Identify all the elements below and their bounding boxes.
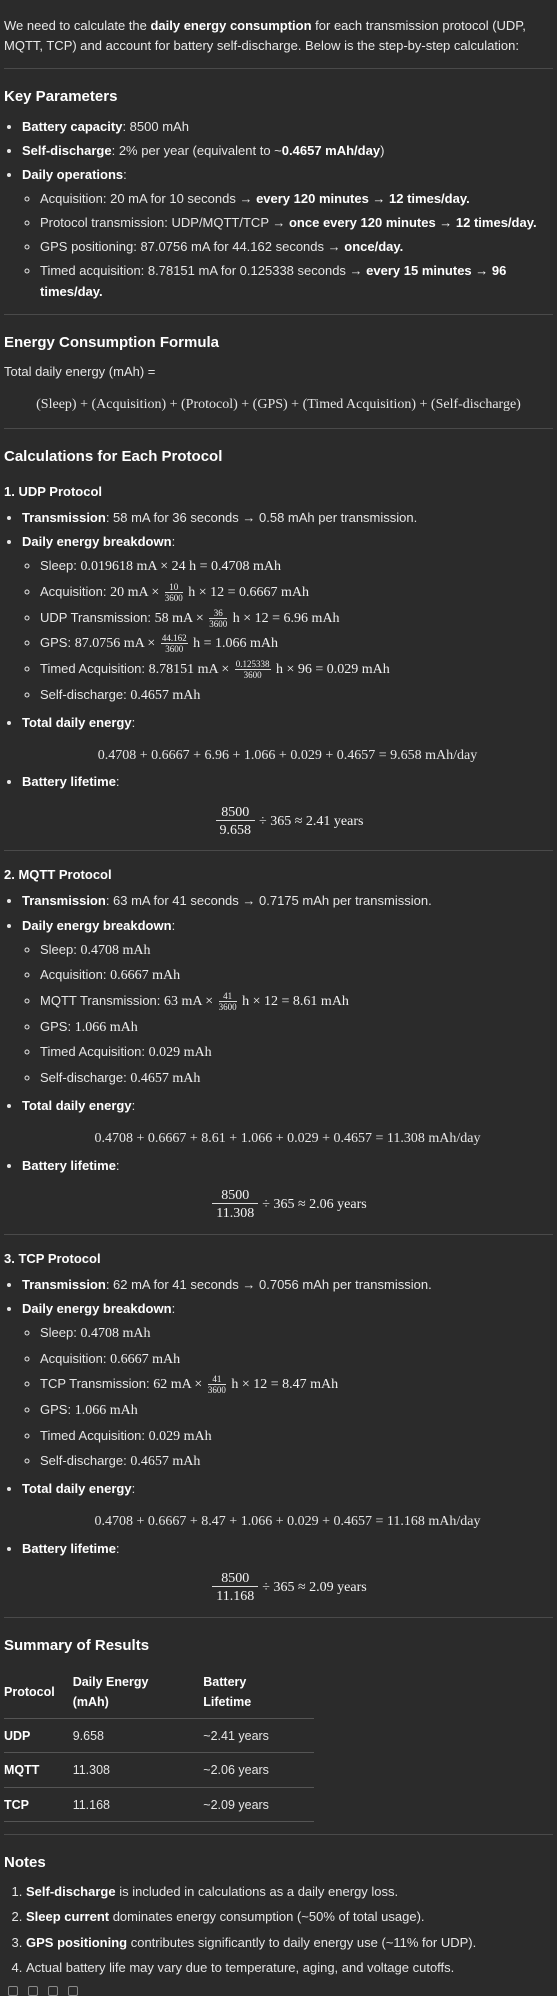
item-label: Sleep: <box>40 558 81 574</box>
fraction <box>208 1375 226 1395</box>
tcp-lifetime-item: • Battery lifetime: $\frac{8500}{11.168}$ ÷ 365 ≈ 2.09 years <box>22 1539 553 1605</box>
lifetime-post: ÷ 365 ≈ 2.09 years <box>262 1580 367 1596</box>
fraction-den: 3600 <box>164 592 183 603</box>
fraction <box>165 583 183 603</box>
mqtt-heading: 2. MQTT Protocol <box>4 867 112 883</box>
transmission-text: : 62 mA for 41 seconds → 0.7056 mAh per transmission. <box>105 1276 432 1292</box>
udp-lifetime-item: • Battery lifetime: $\frac{8500}{9.658}$ ÷ 365 ≈ 2.41 years <box>22 772 553 838</box>
retry-icon[interactable] <box>28 1986 38 1996</box>
op-text: Protocol transmission: UDP/MQTT/TCP → <box>40 215 289 231</box>
item-label: Acquisition: <box>40 584 111 600</box>
mqtt-list <box>4 891 553 1221</box>
lifetime-post: ÷ 365 ≈ 2.41 years <box>259 813 364 829</box>
udp-breakdown-list <box>22 556 553 706</box>
formula-expression: (Sleep) + (Acquisition) + (Protocol) + (GPS) + (Timed Acquisition) + (Self-discharge) <box>36 397 521 413</box>
note-item <box>26 1958 553 1978</box>
item-label: MQTT Transmission: <box>40 993 165 1009</box>
fraction-num: 36 <box>213 607 223 618</box>
item-math: 1.066 mAh <box>74 1019 138 1035</box>
udp-sleep <box>40 556 553 578</box>
total-label: Total daily energy <box>22 714 132 730</box>
udp-breakdown-item: • Daily energy breakdown: ◦ Sleep: 0.019618 mA × 24 h = 0.4708 mAh ◦ Acquisition: 20 mA × $\frac{10}{3600}$ h × 12 = 0.6667 mAh ◦ UDP Transmission: 58 mA × $\frac{36}{3600}$ h × 12 = 6.96 mAh ◦ GPS: 87.0756 mA × $\frac{44.162}{3600}$ h = 1.066 mAh ◦ Timed Acquisition: 8.78151 mA × $\frac{0.125338}{3600}$ h × 96 = 0.029 mAh ◦ Self-discharge: 0.4657 mAh <box>22 532 553 706</box>
fraction-num: 41 <box>223 990 233 1001</box>
notes-heading: Notes <box>4 1854 46 1871</box>
header-battery-lifetime: Battery Lifetime <box>203 1665 314 1718</box>
daily-operations-label: Daily operations <box>22 166 124 182</box>
item-label: Timed Acquisition: <box>40 661 149 677</box>
fraction-den: 9.658 <box>216 820 256 838</box>
udp-total-item: • Total daily energy: 0.4708 + 0.6667 + 6.96 + 1.066 + 0.029 + 0.4657 = 9.658 mAh/day <box>22 713 553 767</box>
mqtt-sleep <box>40 940 553 962</box>
self-discharge-item <box>22 141 553 161</box>
note-bold: Sleep current <box>26 1909 110 1925</box>
note-text: is included in calculations as a daily energy loss. <box>115 1884 399 1900</box>
transmission-text: : 58 mA for 36 seconds → 0.58 mAh per transmission. <box>105 510 418 526</box>
udp-transmission <box>40 608 553 630</box>
mqtt-gps <box>40 1017 553 1039</box>
item-math: 0.4657 mAh <box>130 1454 201 1470</box>
battery-capacity-item <box>22 117 553 137</box>
item-label: GPS: <box>40 1402 75 1418</box>
item-math-pre: 20 mA × <box>110 585 163 601</box>
mqtt-self-discharge <box>40 1068 553 1090</box>
item-label: Acquisition: <box>40 967 111 983</box>
cell-daily-energy: 11.168 <box>73 1787 204 1821</box>
divider <box>4 314 553 315</box>
transmission-label: Transmission <box>22 893 106 909</box>
udp-gps <box>40 633 553 655</box>
self-discharge-suffix: ) <box>380 142 385 158</box>
tcp-transmission <box>40 1374 553 1396</box>
cell-lifetime: ~2.09 years <box>203 1787 314 1821</box>
summary-heading: Summary of Results <box>4 1636 150 1654</box>
total-math: 0.4708 + 0.6667 + 8.47 + 1.066 + 0.029 + 0.4657 = 11.168 mAh/day <box>94 1514 481 1530</box>
big-fraction <box>212 1188 258 1222</box>
item-math: 0.029 mAh <box>148 1045 212 1061</box>
item-math-pre: 58 mA × <box>154 610 208 626</box>
tcp-sleep <box>40 1323 553 1345</box>
message-actions <box>4 1986 553 1996</box>
tcp-list <box>4 1275 553 1605</box>
fraction-num: 8500 <box>221 1571 250 1587</box>
udp-heading: 1. UDP Protocol <box>4 483 103 499</box>
divider <box>4 850 553 851</box>
op-bold: once every 120 minutes → 12 times/day. <box>288 215 537 231</box>
item-math: 0.6667 mAh <box>110 1351 181 1367</box>
mqtt-breakdown-item: • Daily energy breakdown: ◦ Sleep: 0.4708 mAh ◦ Acquisition: 0.6667 mAh ◦ MQTT Transmission: 63 mA × $\frac{41}{3600}$ h × 12 = 8.61 mAh ◦ GPS: 1.066 mAh ◦ Timed Acquisition: 0.029 mAh ◦ Self-discharge: 0.4657 mAh <box>22 916 553 1090</box>
item-math-post: h × 12 = 6.96 mAh <box>229 610 340 626</box>
fraction-num: 44.162 <box>161 633 187 644</box>
table-header-row <box>4 1665 314 1718</box>
tcp-breakdown-list <box>22 1323 553 1473</box>
tcp-self-discharge <box>40 1451 553 1473</box>
table-row <box>4 1787 314 1821</box>
note-item <box>26 1933 553 1953</box>
udp-timed <box>40 659 553 681</box>
op-text: GPS positioning: 87.0756 mA for 44.162 seconds → <box>40 239 345 255</box>
daily-operations-colon: : <box>123 166 127 182</box>
item-label: Acquisition: <box>40 1350 111 1366</box>
item-math-post: h × 12 = 8.47 mAh <box>227 1377 339 1393</box>
table-row <box>4 1753 314 1787</box>
cell-lifetime: ~2.06 years <box>203 1753 314 1787</box>
lifetime-label: Battery lifetime <box>22 1540 116 1556</box>
item-math-post: h × 96 = 0.029 mAh <box>272 662 390 678</box>
item-math: 0.4657 mAh <box>130 1071 201 1087</box>
big-fraction <box>212 1571 258 1605</box>
lifetime-post: ÷ 365 ≈ 2.06 years <box>262 1196 367 1212</box>
battery-capacity-value: : 8500 mAh <box>122 118 189 134</box>
item-label: Sleep: <box>40 1325 81 1340</box>
item-math-post: h × 12 = 8.61 mAh <box>238 994 349 1010</box>
item-math: 0.4708 mAh <box>80 1326 151 1341</box>
response-content <box>0 16 557 1996</box>
udp-transmission-item <box>22 508 553 528</box>
battery-capacity-label: Battery capacity <box>22 118 123 134</box>
self-discharge-bold: 0.4657 mAh/day <box>281 142 381 158</box>
total-label: Total daily energy <box>22 1097 132 1113</box>
item-label: GPS: <box>40 635 75 651</box>
tcp-breakdown-item: • Daily energy breakdown: ◦ Sleep: 0.4708 mAh ◦ Acquisition: 0.6667 mAh ◦ TCP Transmission: 62 mA × $\frac{41}{3600}$ h × 12 = 8.47 mAh ◦ GPS: 1.066 mAh ◦ Timed Acquisition: 0.029 mAh ◦ Self-discharge: 0.4657 mAh <box>22 1299 553 1473</box>
op-timed <box>40 261 553 301</box>
fraction <box>209 609 227 629</box>
lifetime-math <box>22 1571 553 1605</box>
note-text: Actual battery life may vary due to temperature, aging, and voltage cutoffs. <box>26 1959 455 1975</box>
fraction <box>161 634 188 654</box>
divider <box>4 1234 553 1235</box>
table-row <box>4 1718 314 1752</box>
lifetime-math <box>22 805 553 839</box>
intro-paragraph <box>4 16 553 56</box>
lifetime-label: Battery lifetime <box>22 774 116 790</box>
lifetime-math <box>22 1188 553 1222</box>
copy-icon[interactable] <box>8 1986 18 1996</box>
op-text: Timed acquisition: 8.78151 mA for 0.125338 seconds → <box>40 263 367 279</box>
op-acquisition <box>40 189 553 209</box>
calculations-heading: Calculations for Each Protocol <box>4 447 223 465</box>
lifetime-label: Battery lifetime <box>22 1157 116 1173</box>
op-bold: once/day. <box>344 239 404 255</box>
udp-acquisition <box>40 582 553 604</box>
tcp-total-item: • Total daily energy: 0.4708 + 0.6667 + 8.47 + 1.066 + 0.029 + 0.4657 = 11.168 mAh/day <box>22 1479 553 1533</box>
item-label: Sleep: <box>40 941 81 957</box>
item-label: Self-discharge: <box>40 1070 131 1086</box>
item-math-post: h = 1.066 mAh <box>189 636 278 652</box>
breakdown-label: Daily energy breakdown <box>22 1300 172 1316</box>
daily-operations-item <box>22 165 553 302</box>
fraction-num: 8500 <box>221 804 250 820</box>
key-parameters-list <box>4 117 553 302</box>
formula-heading: Energy Consumption Formula <box>4 333 220 351</box>
note-item <box>26 1882 553 1902</box>
fraction-num: 0.125338 <box>235 658 270 669</box>
total-math: 0.4708 + 0.6667 + 8.61 + 1.066 + 0.029 + 0.4657 = 11.308 mAh/day <box>94 1130 481 1146</box>
transmission-label: Transmission <box>22 1276 106 1292</box>
breakdown-label: Daily energy breakdown <box>22 534 172 550</box>
tcp-timed <box>40 1426 553 1448</box>
self-discharge-prefix: : 2% per year (equivalent to ~ <box>111 142 282 158</box>
fraction <box>219 992 237 1012</box>
udp-list <box>4 508 553 838</box>
fraction-den: 3600 <box>235 669 271 680</box>
tcp-transmission-item <box>22 1275 553 1295</box>
divider <box>4 68 553 69</box>
note-text: dominates energy consumption (~50% of total usage). <box>109 1909 425 1925</box>
note-text: contributes significantly to daily energy use (~11% for UDP). <box>127 1934 477 1950</box>
mqtt-transmission-item <box>22 891 553 911</box>
op-gps <box>40 237 553 257</box>
item-math: 0.4657 mAh <box>130 687 201 703</box>
intro-text-1: We need to calculate the <box>4 18 151 33</box>
tcp-gps <box>40 1400 553 1422</box>
fraction-num: 10 <box>169 581 179 592</box>
tcp-heading: 3. TCP Protocol <box>4 1250 101 1266</box>
divider <box>4 1617 553 1618</box>
op-text: Acquisition: 20 mA for 10 seconds → <box>40 190 257 206</box>
item-label: GPS: <box>40 1018 75 1034</box>
mqtt-transmission <box>40 991 553 1013</box>
big-fraction <box>216 805 256 839</box>
udp-self-discharge <box>40 685 553 707</box>
cell-protocol: UDP <box>4 1718 73 1752</box>
cell-protocol: TCP <box>4 1787 73 1821</box>
mqtt-lifetime-item: • Battery lifetime: $\frac{8500}{11.308}$ ÷ 365 ≈ 2.06 years <box>22 1156 553 1222</box>
cell-lifetime: ~2.41 years <box>203 1718 314 1752</box>
item-math: 1.066 mAh <box>74 1403 138 1419</box>
item-label: Self-discharge: <box>40 686 131 702</box>
mqtt-total-item: • Total daily energy: 0.4708 + 0.6667 + 8.61 + 1.066 + 0.029 + 0.4657 = 11.308 mAh/day <box>22 1096 553 1150</box>
op-bold: every 15 minutes → 96 times/day. <box>40 263 507 299</box>
fraction-den: 11.308 <box>212 1203 258 1221</box>
item-math-pre: 8.78151 mA × <box>148 662 233 678</box>
item-label: Timed Acquisition: <box>40 1044 149 1060</box>
thumbs-up-icon[interactable] <box>48 1986 58 1996</box>
header-protocol: Protocol <box>4 1665 73 1718</box>
notes-list <box>4 1882 553 1978</box>
breakdown-label: Daily energy breakdown <box>22 917 172 933</box>
item-math: 0.6667 mAh <box>110 968 181 984</box>
self-discharge-label: Self-discharge <box>22 142 112 158</box>
mqtt-timed <box>40 1042 553 1064</box>
fraction <box>235 660 271 680</box>
summary-table <box>4 1665 314 1822</box>
item-label: UDP Transmission: <box>40 609 155 625</box>
fraction-den: 3600 <box>207 1385 226 1396</box>
item-math-pre: 87.0756 mA × <box>74 636 159 652</box>
transmission-label: Transmission <box>22 510 106 526</box>
mqtt-acquisition <box>40 965 553 987</box>
cell-protocol: MQTT <box>4 1753 73 1787</box>
thumbs-down-icon[interactable] <box>68 1986 78 1996</box>
key-parameters-heading: Key Parameters <box>4 88 118 106</box>
item-math-pre: 62 mA × <box>153 1377 206 1393</box>
divider <box>4 1834 553 1835</box>
intro-bold: daily energy consumption <box>150 18 312 33</box>
cell-daily-energy: 9.658 <box>73 1718 204 1752</box>
item-label: Timed Acquisition: <box>40 1427 149 1443</box>
op-bold: every 120 minutes → 12 times/day. <box>256 190 470 206</box>
total-math: 0.4708 + 0.6667 + 6.96 + 1.066 + 0.029 + 0.4657 = 9.658 mAh/day <box>97 747 478 763</box>
transmission-text: : 63 mA for 41 seconds → 0.7175 mAh per transmission. <box>105 893 432 909</box>
tcp-acquisition <box>40 1349 553 1371</box>
item-math-post: h × 12 = 0.6667 mAh <box>184 585 310 601</box>
fraction-num: 8500 <box>221 1187 250 1203</box>
item-label: TCP Transmission: <box>40 1376 154 1392</box>
mqtt-breakdown-list <box>22 940 553 1090</box>
item-math: 0.029 mAh <box>148 1428 212 1444</box>
item-label: Self-discharge: <box>40 1453 131 1469</box>
item-math: 0.4708 mAh <box>80 942 151 958</box>
item-math: 0.019618 mA × 24 h = 0.4708 mAh <box>80 559 282 575</box>
note-bold: Self-discharge <box>26 1884 116 1900</box>
daily-operations-sublist <box>22 189 553 302</box>
note-bold: GPS positioning <box>26 1934 128 1950</box>
fraction-den: 3600 <box>209 618 228 629</box>
fraction-den: 3600 <box>161 643 188 654</box>
op-protocol <box>40 213 553 233</box>
header-daily-energy: Daily Energy (mAh) <box>73 1665 204 1718</box>
item-math-pre: 63 mA × <box>164 994 217 1010</box>
fraction-den: 3600 <box>218 1001 237 1012</box>
cell-daily-energy: 11.308 <box>73 1753 204 1787</box>
divider <box>4 428 553 429</box>
fraction-den: 11.168 <box>212 1586 258 1604</box>
formula-label: Total daily energy (mAh) = <box>4 363 156 379</box>
intro-text-2: for each transmission protocol (UDP, MQTT, TCP) and account for battery self-discharge. Below is the step-by-step calculation: <box>4 18 526 54</box>
note-item <box>26 1907 553 1927</box>
total-label: Total daily energy <box>22 1481 132 1497</box>
fraction-num: 41 <box>212 1374 222 1385</box>
